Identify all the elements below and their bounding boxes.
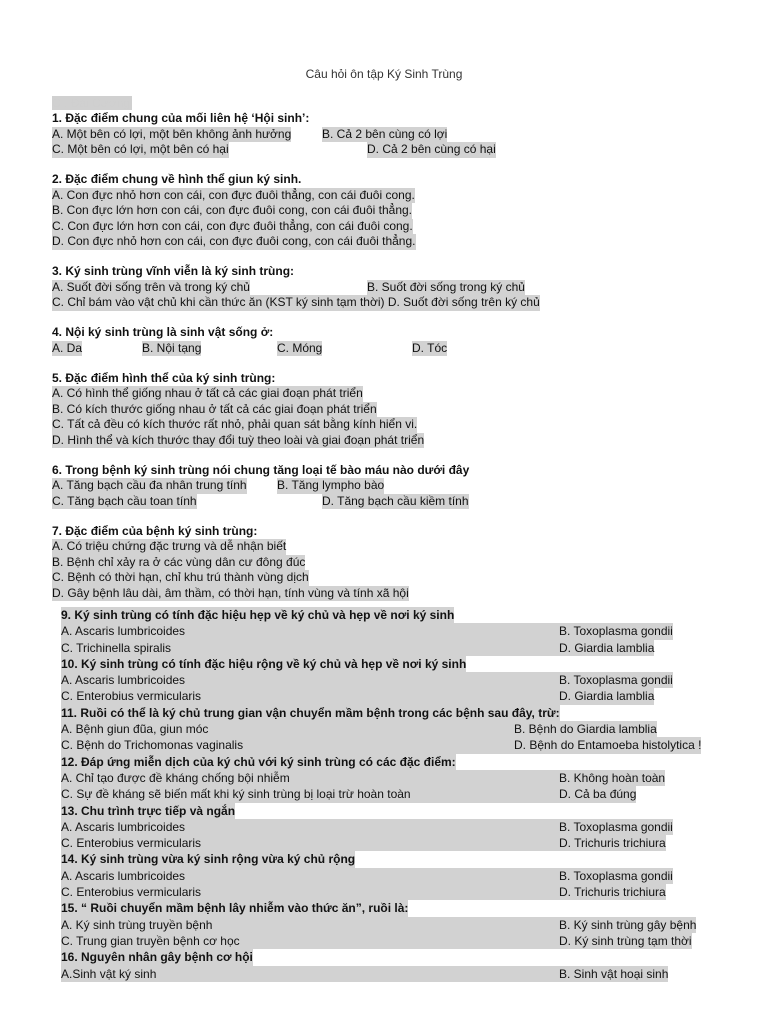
answer-option-left: A.Sinh vật ký sinh	[61, 966, 559, 982]
answer-option-left: C. Trichinella spiralis	[61, 640, 559, 656]
answer-row	[52, 386, 752, 402]
answer-option-right: D. Cả ba đúng	[559, 787, 637, 802]
question-title: 10. Ký sinh trùng có tính đặc hiệu rộng về ký chủ và hẹp về nơi ký sinh	[61, 656, 467, 671]
answer-option-right: B. Bệnh do Giardia lamblia	[514, 722, 657, 737]
answer-row	[61, 721, 711, 737]
question-title: 2. Đặc điểm chung về hình thể giun ký sinh.	[52, 172, 302, 186]
answer-row	[52, 341, 752, 357]
question-block	[52, 463, 752, 510]
answer-option: B. Suốt đời sống trong ký chủ	[367, 279, 525, 294]
answer-option: D. Cả 2 bên cùng có hại	[367, 142, 496, 156]
answer-option-right: B. Toxoplasma gondii	[559, 868, 673, 883]
answer-option-left: C. Enterobius vermicularis	[61, 688, 559, 704]
answer-row	[61, 688, 711, 704]
answer-option: B. Con đực lớn hơn con cái, con đực đuôi cong, con cái đuôi thẳng.	[52, 203, 413, 217]
answer-option-left: C. Bệnh do Trichomonas vaginalis	[61, 737, 514, 753]
answer-option-left: A. Ký sinh trùng truyền bệnh	[61, 917, 559, 933]
questions-part-2	[61, 607, 711, 982]
answer-row	[52, 188, 752, 204]
answer-row	[61, 786, 711, 802]
answer-option-right: D. Trichuris trichiura	[559, 836, 666, 851]
answer-option: D. Con đực nhỏ hơn con cái, con đực đuôi cong, con cái đuôi thẳng.	[52, 234, 416, 248]
question-title: 4. Nội ký sinh trùng là sinh vật sống ở:	[52, 325, 274, 339]
answer-option: C. Chỉ bám vào vật chủ khi cần thức ăn (KST ký sinh tạm thời) D. Suốt đời sống trên ký chủ	[52, 295, 540, 309]
answer-option-right: B. Sinh vật hoại sinh	[559, 966, 669, 981]
answer-row	[52, 570, 752, 586]
answer-option: B. Cả 2 bên cùng có lợi	[322, 126, 448, 141]
answer-row	[61, 819, 711, 835]
answer-row	[52, 433, 752, 449]
answer-row	[52, 539, 752, 555]
question-title: 12. Đáp ứng miễn dịch của ký chủ với ký sinh trùng có các đặc điểm:	[61, 754, 456, 769]
answer-row	[52, 494, 752, 510]
questions-part-1	[52, 111, 752, 616]
answer-option: C. Con đực lớn hơn con cái, con đực đuôi thẳng, con cái đuôi cong.	[52, 218, 413, 233]
question-title: 7. Đặc điểm của bệnh ký sinh trùng:	[52, 523, 258, 538]
answer-option-left: C. Enterobius vermicularis	[61, 835, 559, 851]
question-title-row	[61, 851, 711, 867]
answer-option-left: A. Chỉ tạo được đề kháng chống bội nhiễm	[61, 770, 559, 786]
answer-option-right: B. Toxoplasma gondii	[559, 624, 673, 639]
question-title-row	[61, 607, 711, 623]
question-title: 14. Ký sinh trùng vừa ký sinh rộng vừa ký chủ rộng	[61, 852, 356, 867]
answer-option-right: B. Toxoplasma gondii	[559, 819, 673, 834]
question-block	[52, 111, 752, 158]
answer-row	[61, 868, 711, 884]
answer-option: B. Nội tạng	[142, 340, 202, 355]
answer-option: A. Có triệu chứng đặc trưng và dễ nhận biết	[52, 539, 287, 553]
answer-option: B. Có kích thước giống nhau ở tất cả các giai đoạn phát triển	[52, 401, 377, 416]
question-title: 6. Trong bệnh ký sinh trùng nói chung tăng loại tế bào máu nào dưới đây	[52, 462, 470, 477]
answer-option: C. Bệnh có thời hạn, chỉ khu trú thành vùng dịch	[52, 570, 309, 584]
answer-row	[61, 884, 711, 900]
answer-option-left: C. Sự đề kháng sẽ biến mất khi ký sinh trùng bị loại trừ hoàn toàn	[61, 786, 559, 802]
answer-row	[61, 672, 711, 688]
answer-option-right: D. Giardia lamblia	[559, 689, 655, 704]
answer-option: C. Tăng bạch cầu toan tính	[52, 493, 197, 508]
section-label: CI. Đại Cương	[52, 96, 130, 110]
answer-row	[52, 417, 752, 433]
answer-row	[61, 933, 711, 949]
answer-option-right: D. Trichuris trichiura	[559, 885, 666, 900]
question-title: 13. Chu trình trực tiếp và ngắn	[61, 803, 236, 818]
answer-row	[61, 966, 711, 982]
question-title-row	[61, 705, 711, 721]
question-title-row	[61, 949, 711, 965]
answer-option: A. Một bên có lợi, một bên không ảnh hưởng	[52, 126, 292, 141]
answer-row	[52, 478, 752, 494]
answer-row	[52, 127, 752, 143]
answer-option: A. Con đực nhỏ hơn con cái, con đực đuôi thẳng, con cái đuôi cong.	[52, 187, 415, 202]
question-title: 9. Ký sinh trùng có tính đặc hiệu hẹp về ký chủ và hẹp về nơi ký sinh	[61, 608, 455, 622]
answer-row	[61, 640, 711, 656]
answer-row	[52, 219, 752, 235]
question-block	[52, 172, 752, 250]
answer-row	[52, 234, 752, 250]
answer-row	[52, 203, 752, 219]
answer-row	[52, 555, 752, 571]
answer-option: D. Hình thể và kích thước thay đổi tuỳ theo loài và giai đoạn phát triển	[52, 432, 425, 447]
answer-option: A. Suốt đời sống trên và trong ký chủ	[52, 279, 250, 294]
answer-option-left: A. Bệnh giun đũa, giun móc	[61, 721, 514, 737]
answer-option: D. Tăng bạch cầu kiềm tính	[322, 493, 469, 508]
answer-option-right: B. Toxoplasma gondii	[559, 673, 673, 688]
answer-option: B. Bệnh chỉ xảy ra ở các vùng dân cư đông đúc	[52, 554, 306, 569]
answer-option-left: A. Ascaris lumbricoides	[61, 672, 559, 688]
answer-option-right: B. Ký sinh trùng gây bệnh	[559, 917, 697, 932]
question-title-row	[61, 900, 711, 916]
answer-option-left: A. Ascaris lumbricoides	[61, 819, 559, 835]
question-block	[52, 264, 752, 311]
answer-option: C. Một bên có lợi, một bên có hại	[52, 142, 229, 156]
answer-option-right: D. Giardia lamblia	[559, 640, 655, 655]
question-title: 5. Đặc điểm hình thể của ký sinh trùng:	[52, 370, 276, 385]
question-title: 11. Ruồi có thể là ký chủ trung gian vận chuyển mầm bệnh trong các bệnh sau đây, trừ:	[61, 705, 560, 720]
answer-row	[52, 295, 752, 311]
question-title: 16. Nguyên nhân gây bệnh cơ hội	[61, 950, 253, 965]
answer-option-left: C. Enterobius vermicularis	[61, 884, 559, 900]
answer-option-right: D. Bệnh do Entamoeba histolytica !	[514, 738, 702, 753]
answer-option-right: D. Ký sinh trùng tạm thời	[559, 933, 692, 948]
answer-option-right: B. Không hoàn toàn	[559, 770, 666, 785]
document-title: Câu hỏi ôn tập Ký Sinh Trùng	[305, 67, 463, 81]
question-title: 1. Đặc điểm chung của mối liên hệ ‘Hội sinh’:	[52, 111, 310, 125]
answer-option-left: A. Ascaris lumbricoides	[61, 623, 559, 639]
answer-option: D. Tóc	[412, 340, 448, 355]
answer-row	[61, 623, 711, 639]
question-title-row	[61, 754, 711, 770]
answer-option: A. Tăng bạch cầu đa nhân trung tính	[52, 478, 247, 492]
answer-option: C. Móng	[277, 340, 323, 355]
answer-row	[52, 586, 752, 602]
question-title-row	[61, 656, 711, 672]
question-block	[52, 325, 752, 356]
answer-option: D. Gây bệnh lâu dài, âm thầm, có thời hạn, tính vùng và tính xã hội	[52, 585, 409, 600]
question-title: 15. “ Ruồi chuyển mầm bệnh lây nhiễm vào thức ăn”, ruồi là:	[61, 901, 409, 916]
answer-option-left: C. Trung gian truyền bệnh cơ học	[61, 933, 559, 949]
answer-row	[61, 770, 711, 786]
answer-row	[61, 917, 711, 933]
question-title: 3. Ký sinh trùng vĩnh viễn là ký sinh trùng:	[52, 264, 295, 278]
answer-option: A. Có hình thể giống nhau ở tất cả các giai đoạn phát triển	[52, 386, 363, 400]
question-block	[52, 524, 752, 602]
answer-row	[52, 142, 752, 158]
answer-option: C. Tất cả đều có kích thước rất nhỏ, phải quan sát bằng kính hiển vi.	[52, 417, 418, 431]
answer-option: B. Tăng lympho bào	[277, 478, 385, 492]
question-block	[52, 371, 752, 449]
answer-row	[52, 402, 752, 418]
answer-option: A. Da	[52, 340, 83, 355]
answer-option-left: A. Ascaris lumbricoides	[61, 868, 559, 884]
answer-row	[52, 280, 752, 296]
answer-row	[61, 835, 711, 851]
answer-row	[61, 737, 711, 753]
question-title-row	[61, 803, 711, 819]
